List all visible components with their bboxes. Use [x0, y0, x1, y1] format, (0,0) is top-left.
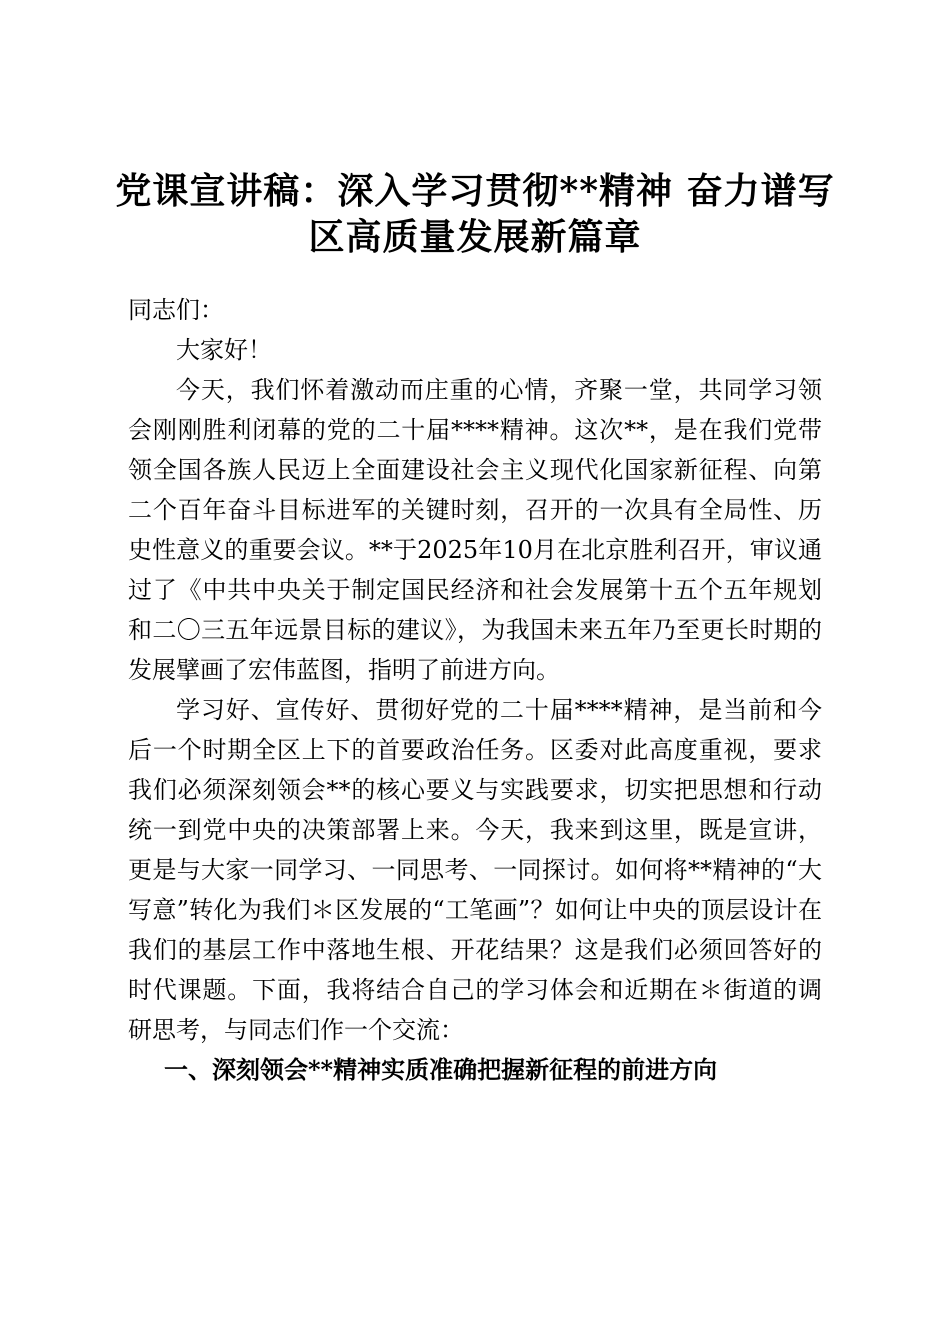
paragraph-2: 学习好、宣传好、贯彻好党的二十届****精神，是当前和今后一个时期全区上下的首要政治任务。区委对此高度重视，要求我们必须深刻领会**的核心要义与实践要求，切实把思想和行动统一到党中央的决策部署上来。今天，我来到这里，既是宣讲，更是与大家一同学习、一同思考、一同探讨。如何将**精神的“大写意”转化为我们＊区发展的“工笔画”？如何让中央的顶层设计在我们的基层工作中落地生根、开花结果？这是我们必须回答好的时代课题。下面，我将结合自己的学习体会和近期在＊街道的调研思考，与同志们作一个交流：	[128, 696, 822, 1044]
section-heading: 一、深刻领会**精神实质准确把握新征程的前进方向	[164, 1055, 718, 1084]
paragraph-1: 今天，我们怀着激动而庄重的心情，齐聚一堂，共同学习领会刚刚胜利闭幕的党的二十届****精神。这次**，是在我们党带领全国各族人民迈上全面建设社会主义现代化国家新征程、向第二个百年奋斗目标进军的关键时刻，召开的一次具有全局性、历史性意义的重要会议。**于2025年10月在北京胜利召开，审议通过了《中共中央关于制定国民经济和社会发展第十五个五年规划和二〇三五年远景目标的建议》，为我国未来五年乃至更长时期的发展擘画了宏伟蓝图，指明了前进方向。	[128, 376, 822, 684]
title-line-1: 党课宣讲稿：深入学习贯彻**精神 奋力谱写	[115, 170, 835, 212]
document-body	[128, 290, 822, 1090]
salutation: 同志们：	[128, 296, 224, 324]
title-line-2: 区高质量发展新篇章	[308, 216, 642, 258]
greeting: 大家好！	[176, 336, 272, 364]
document-title	[100, 168, 850, 260]
